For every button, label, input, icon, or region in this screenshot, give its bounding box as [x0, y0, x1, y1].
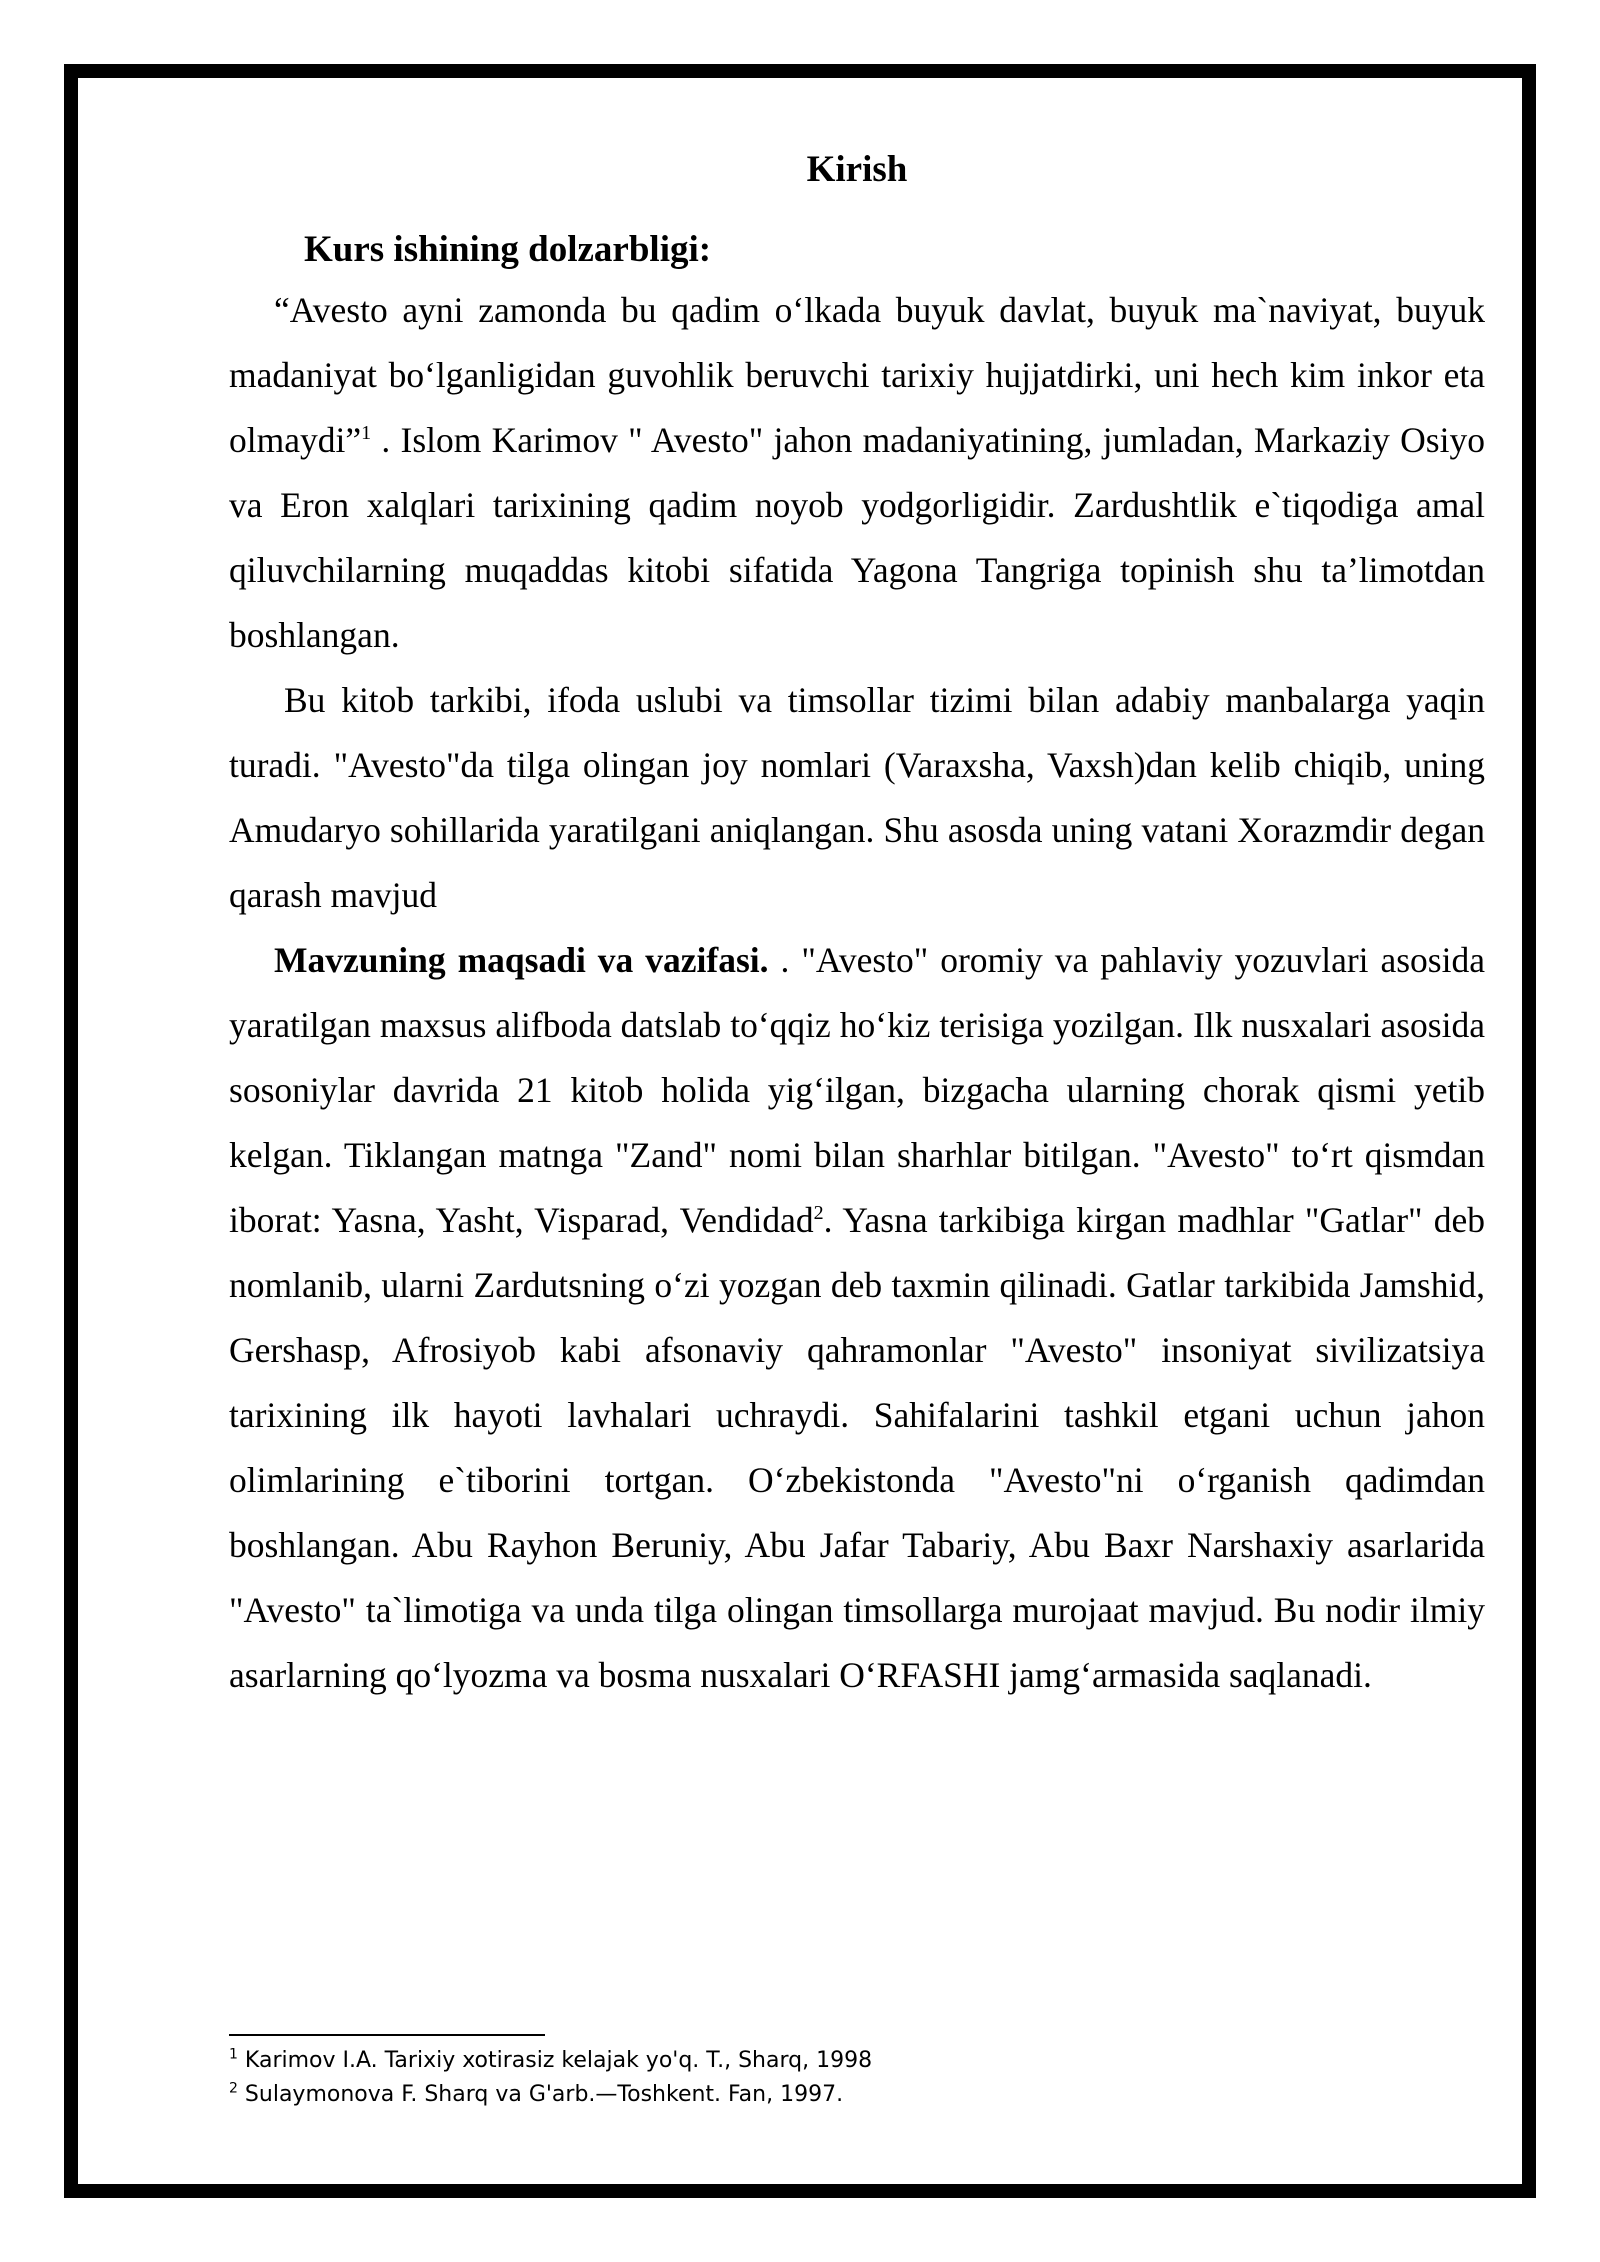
- document-body: [229, 140, 1485, 1708]
- paragraph-text: . Yasna tarkibiga kirgan madhlar "Gatlar" deb nomlanib, ularni Zardutsning o‘zi yozgan deb taxmin qilinadi. Gatlar tarkibida Jamshid, Gershasp, Afrosiyob kabi afsonaviy qahramonlar "Avesto" insoniyat sivilizatsiya tarixining ilk hayoti lavhalari uchraydi. Sahifalarini tashkil etgani uchun jahon olimlarining e`tiborini tortgan. O‘zbekistonda "Avesto"ni o‘rganish qadimdan boshlangan. Abu Rayhon Beruniy, Abu Jafar Tabariy, Abu Baxr Narshaxiy asarlarida "Avesto" ta`limotiga va unda tilga olingan timsollarga murojaat mavjud. Bu nodir ilmiy asarlarning qo‘lyozma va bosma nusxalari O‘RFASHI jamg‘armasida saqlanadi.: [229, 1200, 1485, 1695]
- goals-heading: Mavzuning maqsadi va vazifasi.: [274, 940, 769, 980]
- paragraph-relevance: [229, 278, 1485, 668]
- footnote-text: Karimov I.A. Tarixiy xotirasiz kelajak yo'q. T., Sharq, 1998: [244, 2048, 873, 2073]
- footnote-2: [229, 2078, 1485, 2112]
- paragraph-text: . "Avesto" oromiy va pahlaviy yozuvlari asosida yaratilgan maxsus alifboda datslab to‘qqiz ho‘kiz terisiga yozilgan. Ilk nusxalari asosida sosoniylar davrida 21 kitob holida yig‘ilgan, bizgacha ularning chorak qismi yetib kelgan. Tiklangan matnga "Zand" nomi bilan sharhlar bitilgan. "Avesto" to‘rt qismdan iborat: Yasna, Yasht, Visparad, Vendidad: [229, 940, 1485, 1240]
- paragraph-text: . Islom Karimov " Avesto" jahon madaniyatining, jumladan, Markaziy Osiyo va Eron xalqlari tarixining qadim noyob yodgorligidir. Zardushtlik e`tiqodiga amal qiluvchilarning muqaddas kitobi sifatida Yagona Tangriga topinish shu ta’limotdan boshlangan.: [229, 420, 1485, 655]
- footnote-ref-1[interactable]: 1: [361, 422, 372, 445]
- document-title: Kirish: [806, 149, 908, 190]
- footnote-1: [229, 2044, 1485, 2078]
- paragraph-goals: [229, 928, 1485, 1708]
- paragraph-text: “Avesto ayni zamonda bu qadim o‘lkada buyuk davlat, buyuk ma`naviyat, buyuk madaniyat bo‘lganligidan guvohlik beruvchi tarixiy hujjatdirki, uni hech kim inkor eta olmaydi”: [229, 290, 1485, 460]
- footnote-separator: [229, 2034, 545, 2036]
- footnotes-section: [229, 2034, 1485, 2112]
- footnote-mark: 1: [229, 2046, 238, 2063]
- paragraph-origin: Bu kitob tarkibi, ifoda uslubi va timsollar tizimi bilan adabiy manbalarga yaqin turadi. "Avesto"da tilga olingan joy nomlari (Varaxsha, Vaxsh)dan kelib chiqib, uning Amudaryo sohillarida yaratilgani aniqlangan. Shu asosda uning vatani Xorazmdir degan qarash mavjud: [229, 680, 1485, 915]
- footnote-text: Sulaymonova F. Sharq va G'arb.—Toshkent. Fan, 1997.: [244, 2082, 844, 2107]
- section-heading: Kurs ishining dolzarbligi:: [304, 229, 712, 270]
- footnote-mark: 2: [229, 2080, 238, 2097]
- footnote-ref-2[interactable]: 2: [813, 1202, 824, 1225]
